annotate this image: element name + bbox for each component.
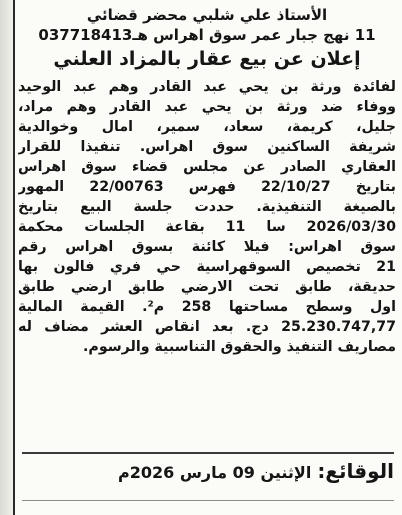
- notice-line: ووفاء ضد ورثة بن يحي عبد القادر وهم مراد،: [18, 99, 396, 115]
- notice-title: إعلان عن بيع عقار بالمزاد العلني: [53, 48, 361, 70]
- newspaper-name: الوقائع:: [317, 459, 394, 483]
- notice-line: بالصيغة التنفيذية. حددت جلسة البيع بتاريخ: [18, 199, 396, 215]
- notice-line: 25.230.747,77 دج. بعد انقاص العشر مضاف له: [18, 319, 396, 335]
- publication-footer: [22, 458, 394, 486]
- notice-line: 21 تخصيص السوقهراسية حي فري فالون بها: [18, 259, 396, 275]
- notice-line: شريفة الساكنين سوق اهراس. تنفيذا للقرار: [18, 139, 396, 155]
- notice-line: حديقة، طابق تحت الارضي طابق ارضي طابق: [18, 279, 396, 295]
- page-gutter: [0, 0, 13, 515]
- bottom-rule: [22, 500, 394, 501]
- notice-line: بتاريخ 22/10/27 فهرس 22/00763 المهور: [18, 179, 396, 195]
- notice-line: سوق اهراس: فيلا كائنة بسوق اهراس رقم: [18, 239, 396, 255]
- notice-line: جليل، كريمة، سعاد، سمير، امال وخوالدية: [18, 119, 396, 135]
- footer-divider: [22, 452, 394, 454]
- publication-date: الإثنين 09 مارس 2026م: [118, 463, 312, 482]
- notice-body: [18, 77, 396, 357]
- notice-line: 2026/03/30 سا 11 بقاعة الجلسات محكمة: [18, 219, 396, 235]
- notice-line: العقاري الصادر عن مجلس قضاء سوق اهراس: [18, 159, 396, 175]
- notice-line: مصاريف التنفيذ والحقوق التناسبية والرسوم.: [83, 339, 396, 355]
- auction-notice: [18, 6, 396, 357]
- notice-line: لفائدة ورثة بن يحي عبد القادر وهم عبد الوحيد: [18, 79, 396, 95]
- column-rule: [13, 0, 15, 515]
- notice-line: اول وسطح مساحتها 258 م². القيمة المالية: [18, 299, 396, 315]
- bailiff-name: الأستاذ علي شلبي محضر قضائي: [86, 6, 328, 24]
- bailiff-address: 11 نهج جبار عمر سوق اهراس هـ037718413: [38, 26, 376, 44]
